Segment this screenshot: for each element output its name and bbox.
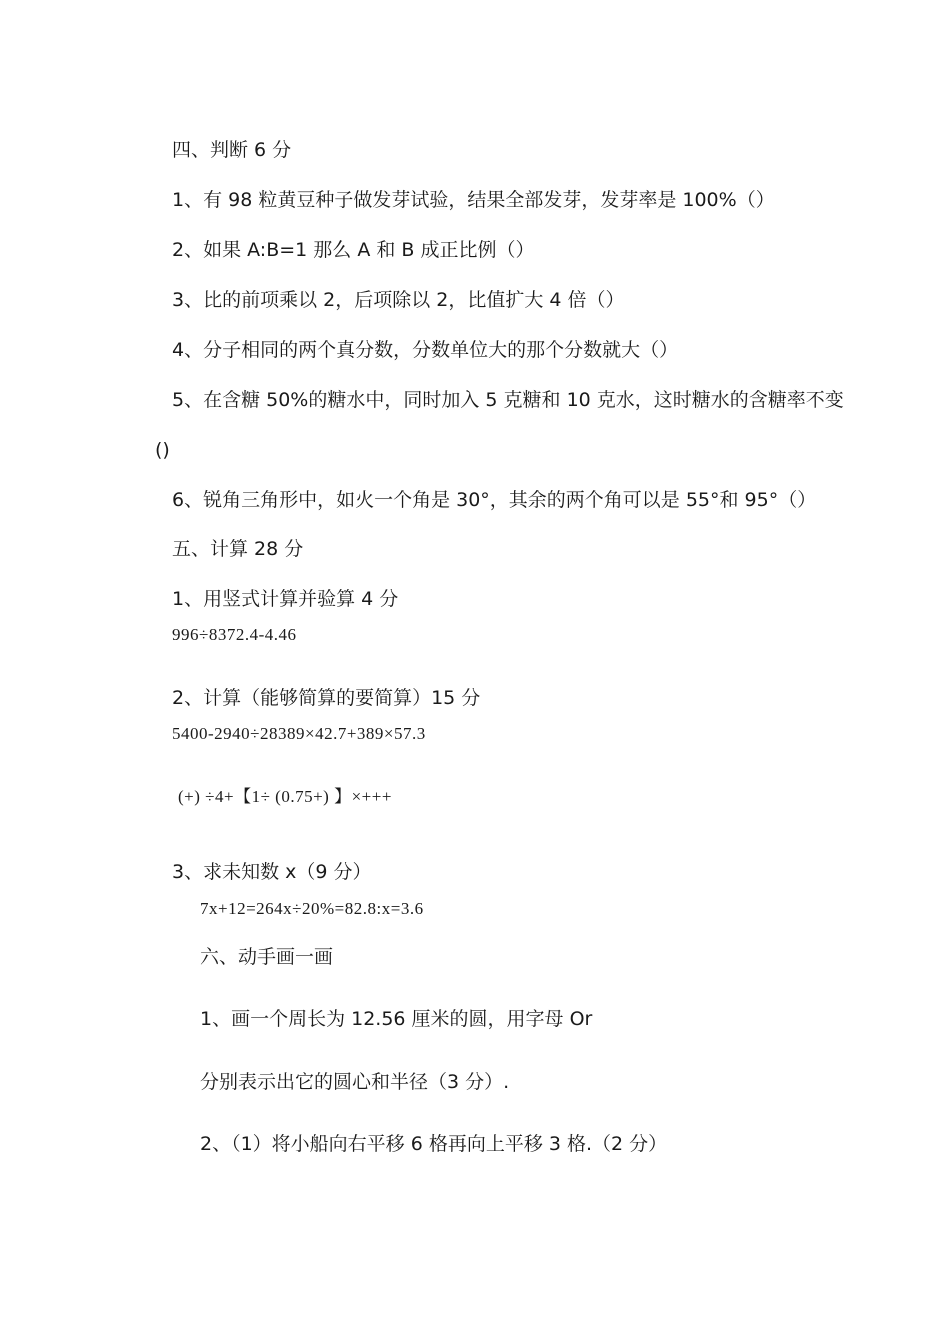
judge-item-2: 2、如果 A:B=1 那么 A 和 B 成正比例（） [172, 239, 535, 261]
calc-q3-expression: 7x+12=264x÷20%=82.8:x=3.6 [200, 899, 424, 918]
draw-q2-line1: 2、（1）将小船向右平移 6 格再向上平移 3 格.（2 分） [200, 1133, 668, 1155]
judge-item-3: 3、比的前项乘以 2，后项除以 2，比值扩大 4 倍（） [172, 289, 625, 311]
calc-q2-title: 2、计算（能够简算的要简算）15 分 [172, 687, 481, 709]
draw-q1-line1: 1、画一个周长为 12.56 厘米的圆，用字母 Or [200, 1008, 593, 1030]
calc-q1-expression: 996÷8372.4-4.46 [172, 625, 297, 644]
calc-q2-expression-1: 5400-2940÷28389×42.7+389×57.3 [172, 724, 426, 743]
judge-item-6: 6、锐角三角形中，如火一个角是 30°，其余的两个角可以是 55°和 95°（） [172, 489, 817, 511]
calc-q1-title: 1、用竖式计算并验算 4 分 [172, 588, 399, 610]
judge-item-1: 1、有 98 粒黄豆种子做发芽试验，结果全部发芽，发芽率是 100%（） [172, 189, 775, 211]
draw-q1-line2: 分别表示出它的圆心和半径（3 分）. [200, 1071, 510, 1093]
calc-q2-expression-2: (+) ÷4+【1÷ (0.75+) 】×+++ [178, 787, 392, 806]
judge-item-5-bracket: () [155, 439, 170, 461]
judge-item-4: 4、分子相同的两个真分数，分数单位大的那个分数就大（） [172, 339, 679, 361]
judge-item-5: 5、在含糖 50%的糖水中，同时加入 5 克糖和 10 克水，这时糖水的含糖率不变 [172, 389, 844, 411]
section4-heading: 四、判断 6 分 [172, 139, 292, 161]
calc-q3-title: 3、求未知数 x（9 分） [172, 861, 372, 883]
section5-heading: 五、计算 28 分 [172, 538, 304, 560]
section6-heading: 六、动手画一画 [200, 946, 334, 968]
